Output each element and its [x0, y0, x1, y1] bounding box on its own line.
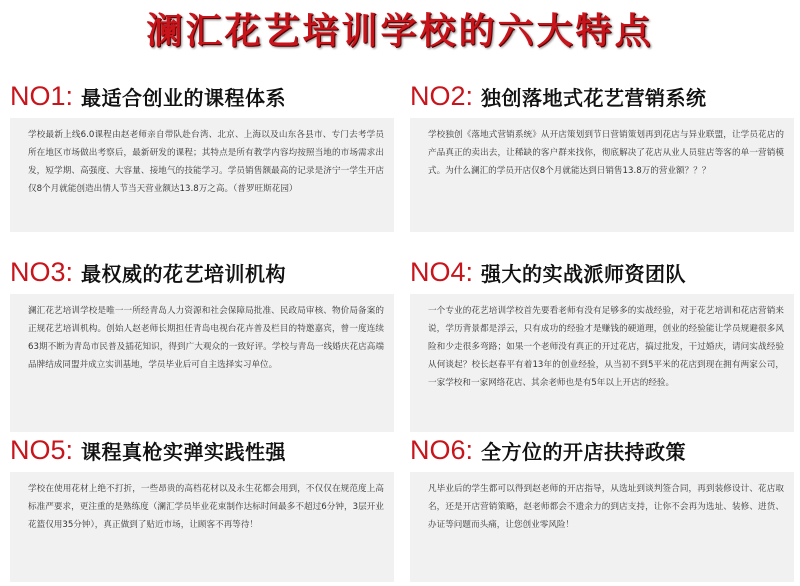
feature-description: 学校在使用花材上绝不打折，一些昂贵的高档花材以及永生花都会用到，不仅仅在规范度上高标准严要求，更注重的是熟练度（澜汇学员毕业花束制作达标时间最多不超过6分钟，3层开业花篮仅用35分钟），真正做到了贴近市场，让顾客不再等待！ [10, 472, 394, 582]
feature-card-6 [410, 432, 794, 582]
feature-number: NO2: [410, 81, 474, 111]
feature-description: 学校独创《落地式营销系统》从开店策划到节日营销策划再到花店与异业联盟，让学员花店的产品真正的卖出去，让稀缺的客户群来找你，彻底解决了花店从业人员驻店等客的单一营销模式。为什么澜汇的学员开店仅8个月就能达到日销售13.8万的营业额？？？ [410, 118, 794, 232]
feature-title: 独创落地式花艺营销系统 [481, 86, 707, 110]
feature-number: NO5: [10, 435, 74, 465]
feature-header [410, 78, 794, 114]
feature-description: 澜汇花艺培训学校是唯一一所经青岛人力资源和社会保障局批准、民政局审核、物价局备案的正规花艺培训机构。创始人赵老师长期担任青岛电视台花卉普及栏目的特邀嘉宾，曾一度连续63期不断为青岛市民普及插花知识，得到广大观众的一致好评。学校与青岛一线婚庆花店高端品牌结成同盟并成立实训基地，学员毕业后可自主选择实习单位。 [10, 294, 394, 432]
feature-card-3 [10, 254, 394, 432]
feature-number: NO4: [410, 257, 474, 287]
feature-description: 凡毕业后的学生都可以得到赵老师的开店指导，从选址到谈判签合同，再到装修设计、花店取名，还是开店营销策略，赵老师都会不遗余力的到店支持，让你不会再为选址、装修、进货、办证等问题而头痛，让您创业零风险！ [410, 472, 794, 582]
page-title: 澜汇花艺培训学校的六大特点 [146, 11, 654, 52]
feature-card-4 [410, 254, 794, 432]
feature-header [10, 432, 394, 468]
feature-description: 学校最新上线6.0课程由赵老师亲自带队赴台湾、北京、上海以及山东各县市、专门去考学员所在地区市场做出考察后，最新研发的课程；其特点是所有教学内容均按照当地的市场需求出发，短学期、高强度、大容量、接地气的技能学习。学员销售额最高的记录是济宁一学生开店仅8个月就能创造出情人节当天营业额达13.8万之高。（普罗旺斯花园） [10, 118, 394, 232]
feature-title: 全方位的开店扶持政策 [481, 440, 687, 464]
feature-card-5 [10, 432, 394, 582]
feature-number: NO1: [10, 81, 74, 111]
feature-title: 强大的实战派师资团队 [481, 262, 687, 286]
feature-number: NO3: [10, 257, 74, 287]
feature-header [10, 78, 394, 114]
feature-header [410, 432, 794, 468]
feature-card-2 [410, 78, 794, 232]
feature-number: NO6: [410, 435, 474, 465]
feature-title: 最适合创业的课程体系 [81, 86, 287, 110]
feature-description: 一个专业的花艺培训学校首先要看老师有没有足够多的实战经验，对于花艺培训和花店营销来说，学历背景都是浮云，只有成功的经验才是赚钱的硬道理，创业的经验能让学员规避很多风险和少走很多弯路；如果一个老师没有真正的开过花店，搞过批发，干过婚庆，请问实战经验从何谈起？校长赵春平有着13年的创业经验，从当初不到5平米的花店到现在拥有两家公司，一家学校和一家网络花店、其余老师也是有5年以上开店的经验。 [410, 294, 794, 432]
feature-header [10, 254, 394, 290]
feature-header [410, 254, 794, 290]
feature-title: 最权威的花艺培训机构 [81, 262, 287, 286]
feature-card-1 [10, 78, 394, 232]
feature-title: 课程真枪实弹实践性强 [81, 440, 287, 464]
